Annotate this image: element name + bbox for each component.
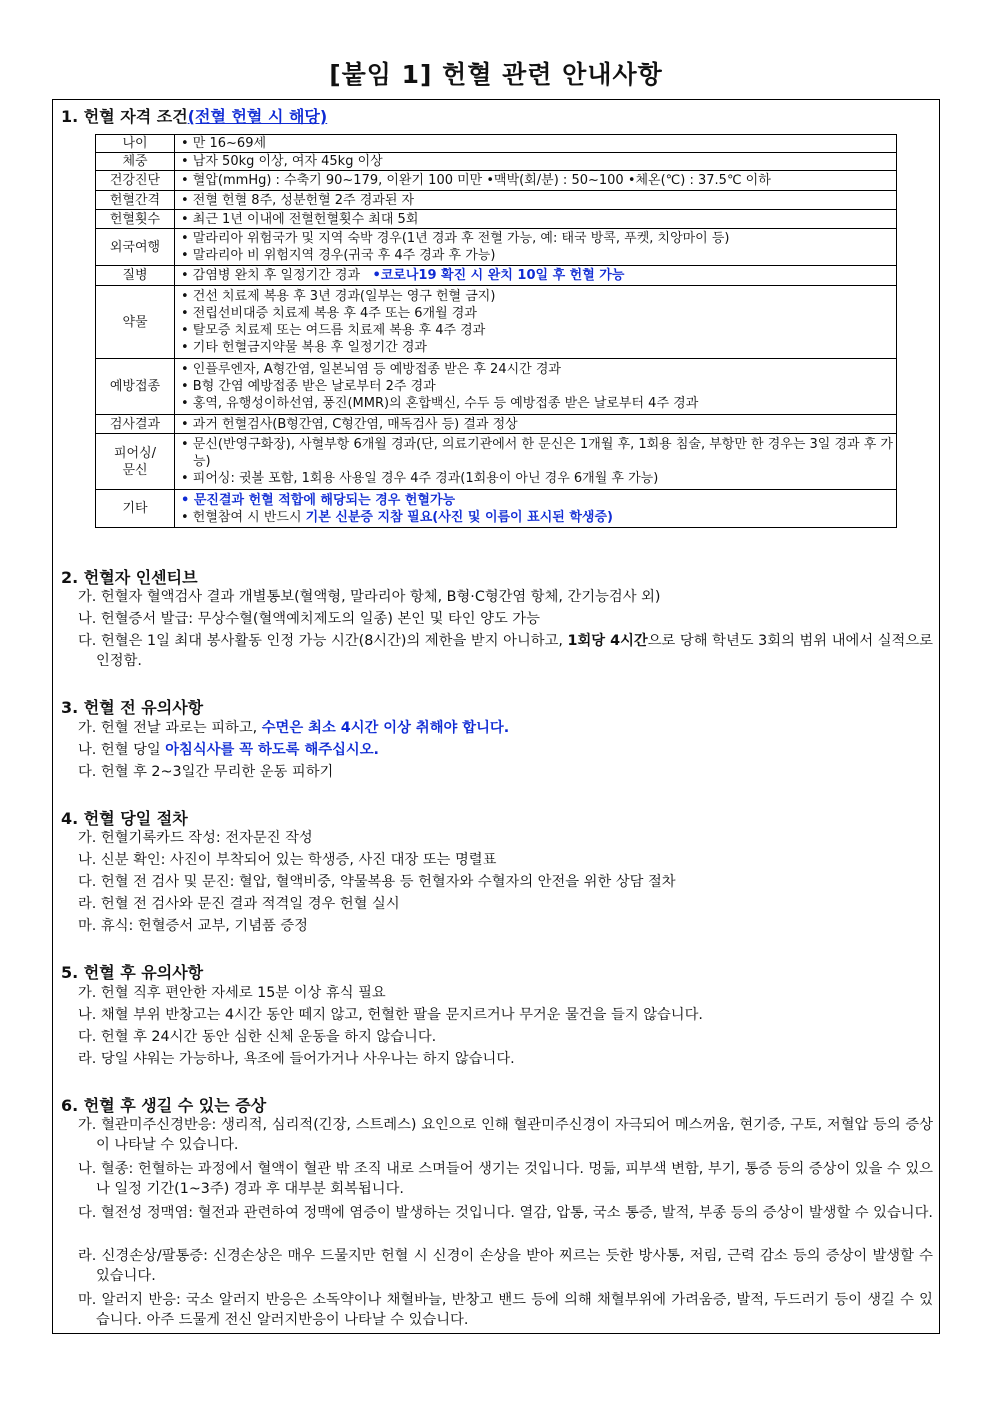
- list-item: 나. 채혈 부위 반창고는 4시간 동안 떼지 않고, 헌혈한 팔을 문지르거나 무거운 물건을 들지 않습니다.: [78, 1007, 703, 1023]
- row-label: 문신: [122, 462, 148, 478]
- list-item: 다. 헌혈은 1일 최대 봉사활동 인정 가능 시간(8시간)의 제한을 받지 아니하고, 1회당 4시간으로 당해 학년도 3회의 범위 내에서 실적으로 인정함.: [78, 633, 933, 669]
- page-title: [붙임 1] 헌혈 관련 안내사항: [329, 60, 663, 89]
- row-text: • 최근 1년 이내에 전혈헌혈횟수 최대 5회: [181, 211, 419, 227]
- row-label: 건강진단: [96, 171, 175, 191]
- list-item: 가. 헌혈 전날 과로는 피하고, 수면은 최소 4시간 이상 취해야 합니다.: [78, 720, 510, 736]
- row-text: • 피어싱: 귓볼 포함, 1회용 사용일 경우 4주 경과(1회용이 아닌 경우 6개월 후 가능): [181, 471, 659, 486]
- list-item: 가. 헌혈기록카드 작성: 전자문진 작성: [78, 830, 313, 846]
- section-1-title: 1. 헌혈 자격 조건(전혈 헌혈 시 해당): [61, 107, 328, 126]
- row-text: • B형 간염 예방접종 받은 날로부터 2주 경과: [181, 379, 436, 394]
- row-text: • 건선 치료제 복용 후 3년 경과(일부는 영구 헌혈 금지): [181, 289, 496, 304]
- row-text: • 문신(반영구화장), 사혈부항 6개월 경과(단, 의료기관에서 한 문신은 1개월 후, 1회용 침술, 부항만 한 경우는 3일 경과 후 가능): [181, 437, 893, 469]
- row-label: 검사결과: [96, 415, 175, 434]
- row-label: 예방접종: [96, 359, 175, 415]
- list-item: 가. 헌혈자 혈액검사 결과 개별통보(혈액형, 말라리아 항체, B형·C형간염 항체, 간기능검사 외): [78, 589, 661, 605]
- list-item: 라. 헌혈 전 검사와 문진 결과 적격일 경우 헌혈 실시: [78, 896, 400, 912]
- row-label: 헌혈횟수: [96, 210, 175, 229]
- list-item: 마. 휴식: 헌혈증서 교부, 기념품 증정: [78, 918, 308, 934]
- section-5-title: 5. 헌혈 후 유의사항: [61, 963, 204, 982]
- table-row: [96, 210, 897, 229]
- list-item: 나. 신분 확인: 사진이 부착되어 있는 학생증, 사진 대장 또는 명렬표: [78, 852, 497, 868]
- list-item: 다. 헌혈 후 24시간 동안 심한 신체 운동을 하지 않습니다.: [78, 1029, 437, 1045]
- row-text: • 홍역, 유행성이하선염, 풍진(MMR)의 혼합백신, 수두 등 예방접종 받은 날로부터 4주 경과: [181, 396, 699, 411]
- section-4-title: 4. 헌혈 당일 절차: [61, 809, 188, 828]
- table-row: [96, 286, 897, 359]
- list-item: 나. 혈종: 헌혈하는 과정에서 혈액이 혈관 밖 조직 내로 스며들어 생기는 것입니다. 멍듦, 피부색 변함, 부기, 통증 등의 증상이 있을 수 있으나 일정 기간(1~3주) 경과 후 대부분 회복됩니다.: [78, 1161, 933, 1197]
- row-text: • 전립선비대증 치료제 복용 후 4주 또는 6개월 경과: [181, 306, 477, 321]
- table-row: [96, 266, 897, 286]
- table-row: [96, 415, 897, 434]
- row-text: • 헌혈참여 시 반드시 기본 신분증 지참 필요(사진 및 이름이 표시된 학생증): [181, 509, 613, 525]
- list-item: 나. 헌혈 당일 아침식사를 꼭 하도록 해주십시오.: [78, 742, 379, 758]
- table-row: [96, 434, 897, 490]
- table-row: [96, 359, 897, 415]
- row-text: • 과거 헌혈검사(B형간염, C형간염, 매독검사 등) 결과 정상: [181, 416, 518, 432]
- table-row: [96, 229, 897, 266]
- table-row: [96, 135, 897, 153]
- row-label: 기타: [96, 490, 175, 528]
- table-row: [96, 490, 897, 528]
- row-text: • 기타 헌혈금지약물 복용 후 일정기간 경과: [181, 340, 427, 355]
- list-item: 라. 당일 샤워는 가능하나, 욕조에 들어가거나 사우나는 하지 않습니다.: [78, 1051, 515, 1067]
- row-text: • 혈압(mmHg) : 수축기 90~179, 이완기 100 미만 •맥박(회/분) : 50~100 •체온(℃) : 37.5℃ 이하: [181, 173, 771, 188]
- section-6-title: 6. 헌혈 후 생길 수 있는 증상: [61, 1096, 267, 1115]
- table-row: [96, 153, 897, 171]
- row-label: 피어싱/: [113, 445, 157, 461]
- row-label: 헌혈간격: [96, 191, 175, 210]
- eligibility-table: [95, 134, 897, 528]
- row-text: • 말라리아 비 위험지역 경우(귀국 후 4주 경과 후 가능): [181, 248, 496, 263]
- list-item: 라. 신경손상/팔통증: 신경손상은 매우 드물지만 헌혈 시 신경이 손상을 받아 찌르는 듯한 방사통, 저림, 근력 감소 등의 증상이 발생할 수 있습니다.: [78, 1248, 933, 1284]
- list-item: 다. 헌혈 전 검사 및 문진: 혈압, 혈액비중, 약물복용 등 헌혈자와 수혈자의 안전을 위한 상담 절차: [78, 874, 676, 890]
- list-item: 마. 알러지 반응: 국소 알러지 반응은 소독약이나 채혈바늘, 반창고 밴드 등에 의해 채혈부위에 가려움증, 발적, 두드러기 등이 생길 수 있습니다. 아주 드물게 전신 알러지반응이 나타날 수 있습니다.: [78, 1292, 933, 1328]
- row-text: • 문진결과 헌혈 적합에 해당되는 경우 헌혈가능: [181, 492, 456, 508]
- row-label: 체중: [96, 153, 175, 171]
- list-item: 가. 혈관미주신경반응: 생리적, 심리적(긴장, 스트레스) 요인으로 인해 혈관미주신경이 자극되어 메스꺼움, 현기증, 구토, 저혈압 등의 증상이 나타날 수 있습니다.: [78, 1117, 933, 1153]
- section-3-title: 3. 헌혈 전 유의사항: [61, 698, 204, 717]
- table-row: [96, 171, 897, 191]
- row-text: • 감염병 완치 후 일정기간 경과 •코로나19 확진 시 완치 10일 후 헌혈 가능: [181, 268, 625, 283]
- list-item: 가. 헌혈 직후 편안한 자세로 15분 이상 휴식 필요: [78, 985, 386, 1001]
- section-2-title: 2. 헌혈자 인센티브: [61, 568, 198, 587]
- covid-note: •코로나19 확진 시 완치 10일 후 헌혈 가능: [372, 268, 625, 283]
- row-text: • 남자 50kg 이상, 여자 45kg 이상: [181, 154, 383, 169]
- list-item: 다. 혈전성 정맥염: 혈전과 관련하여 정맥에 염증이 발생하는 것입니다. 열감, 압통, 국소 통증, 발적, 부종 등의 증상이 발생할 수 있습니다.: [78, 1205, 933, 1221]
- row-label: 약물: [96, 286, 175, 359]
- row-text: • 말라리아 위험국가 및 지역 숙박 경우(1년 경과 후 전혈 가능, 예: 태국 방콕, 푸켓, 치앙마이 등): [181, 231, 730, 246]
- row-text: • 만 16~69세: [181, 136, 267, 151]
- table-row: [96, 191, 897, 210]
- row-label: 질병: [96, 266, 175, 286]
- row-text: • 전혈 헌혈 8주, 성분헌혈 2주 경과된 자: [181, 192, 415, 208]
- row-text: • 탈모증 치료제 또는 여드름 치료제 복용 후 4주 경과: [181, 323, 486, 338]
- list-item: 다. 헌혈 후 2~3일간 무리한 운동 피하기: [78, 764, 334, 780]
- row-text: • 인플루엔자, A형간염, 일본뇌염 등 예방접종 받은 후 24시간 경과: [181, 362, 561, 377]
- row-label: 외국여행: [96, 229, 175, 266]
- list-item: 나. 헌혈증서 발급: 무상수혈(혈액예치제도의 일종) 본인 및 타인 양도 가능: [78, 611, 540, 627]
- row-label: 나이: [96, 135, 175, 153]
